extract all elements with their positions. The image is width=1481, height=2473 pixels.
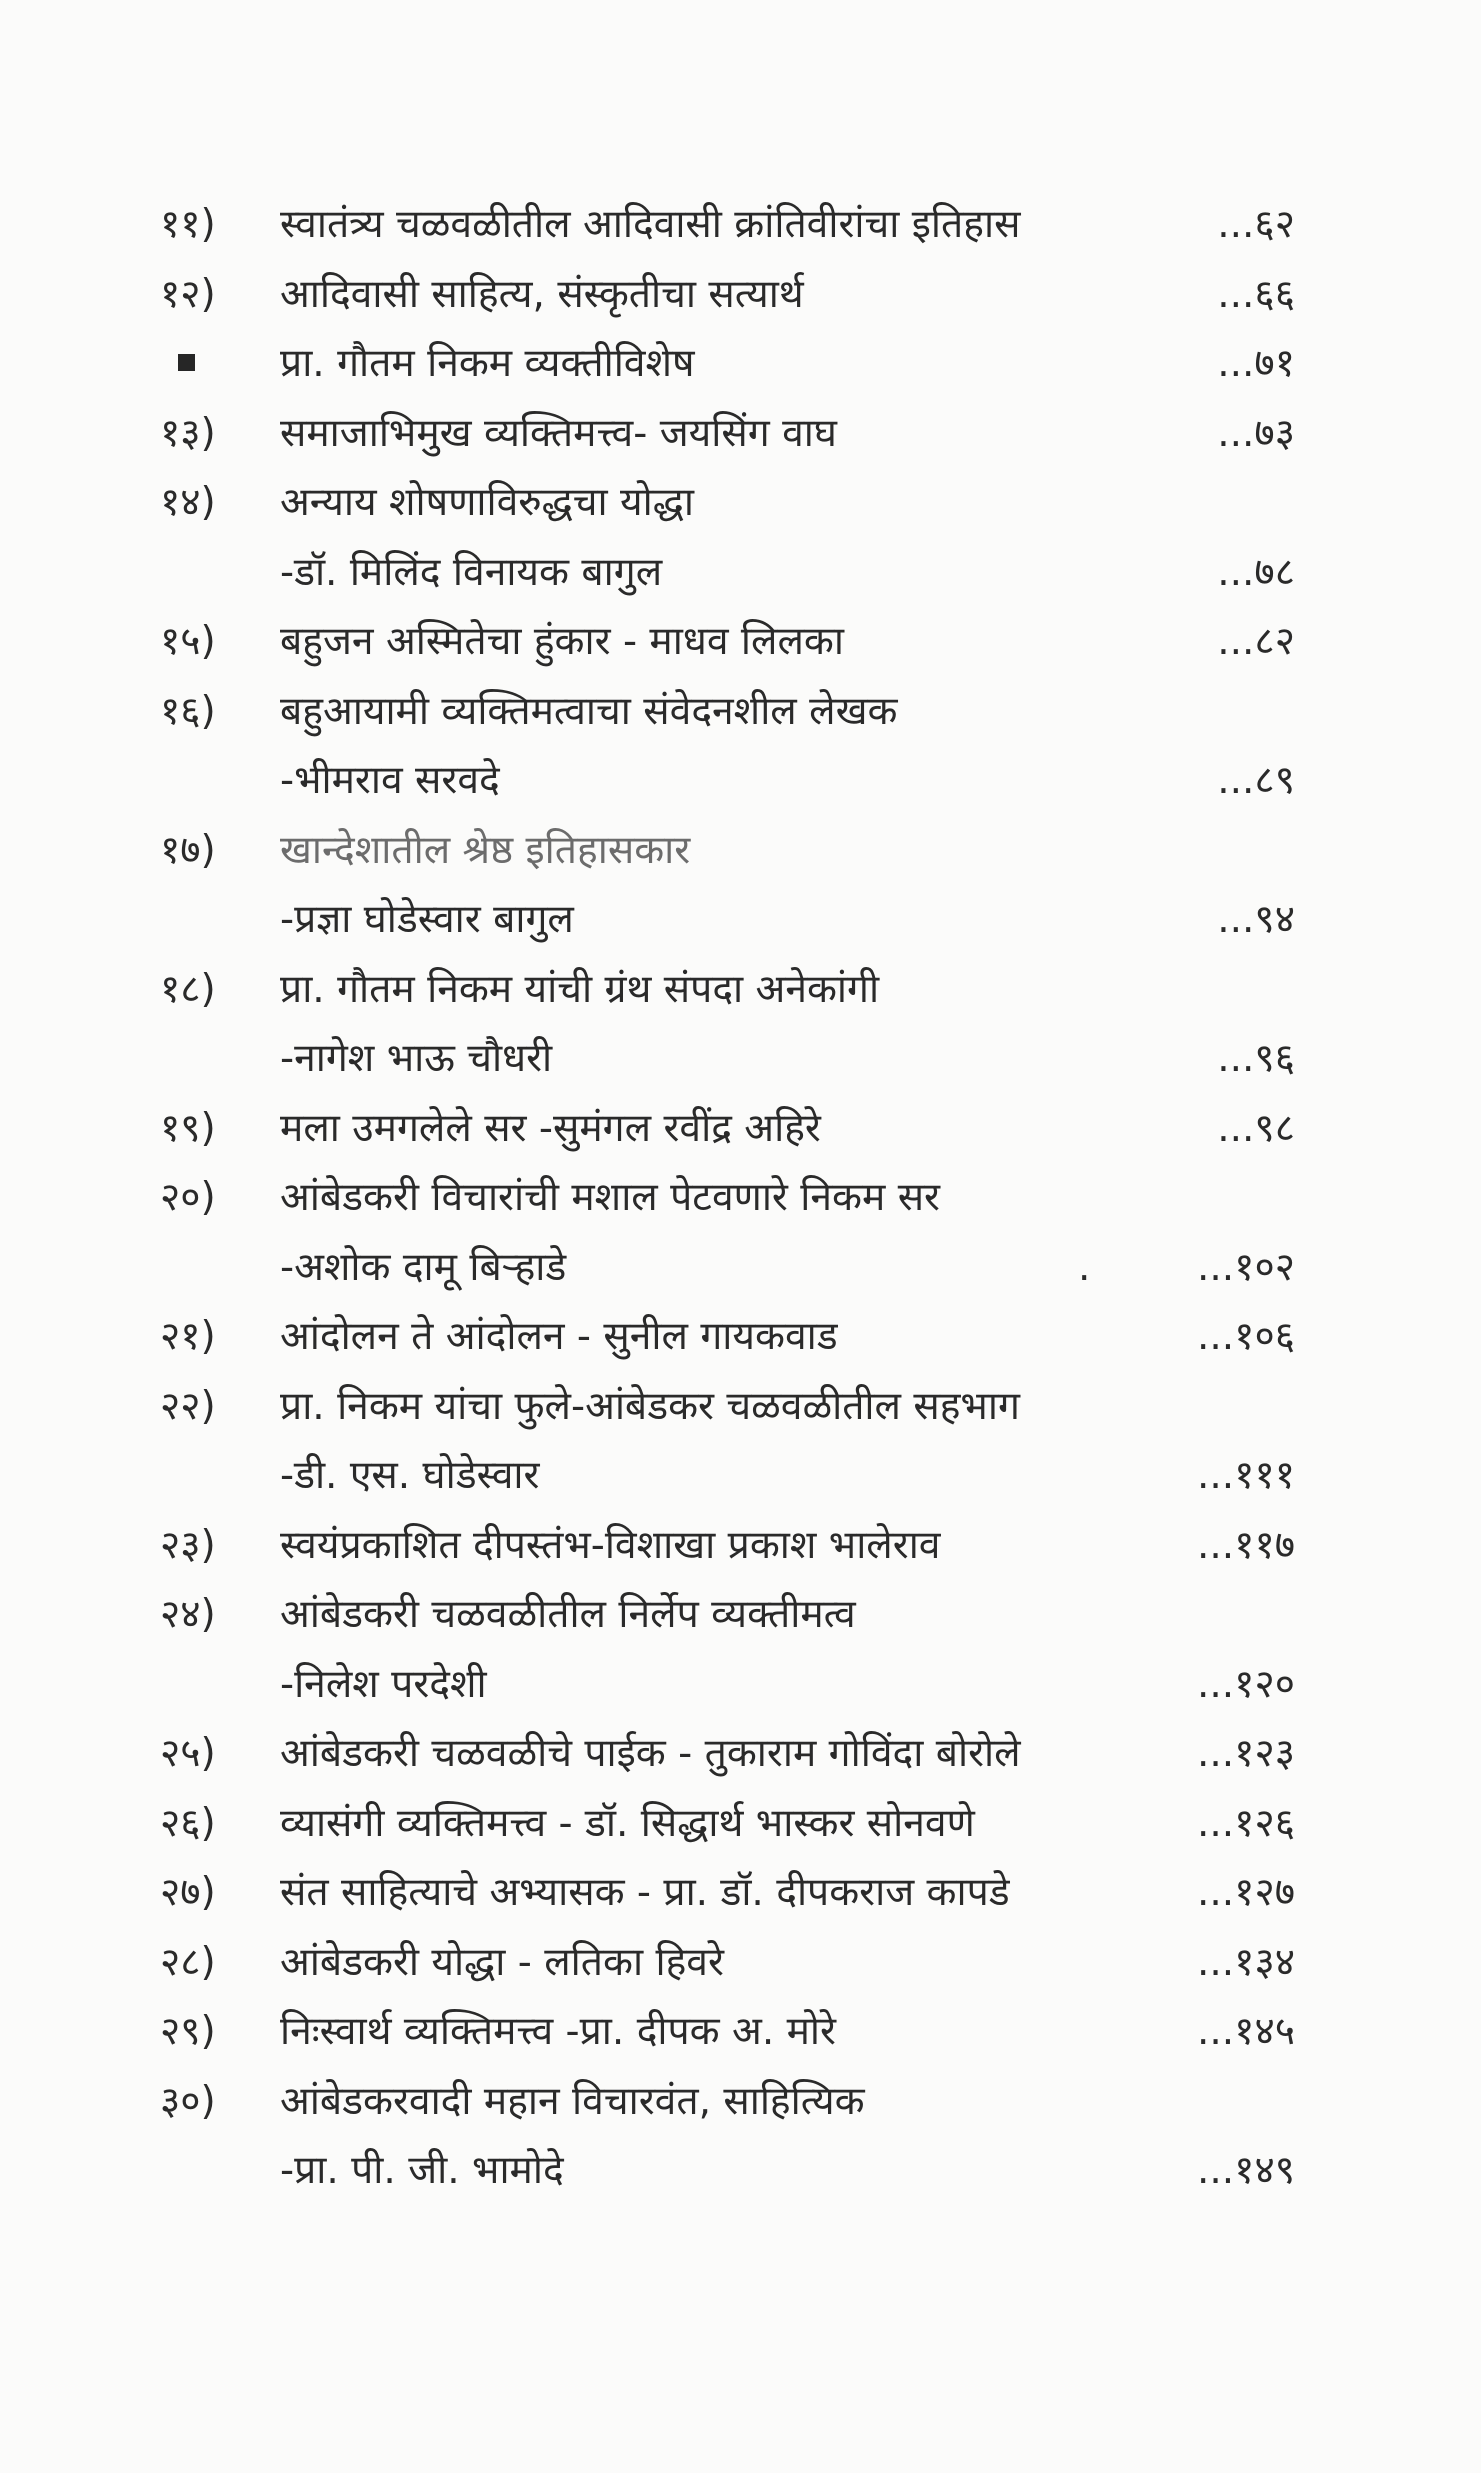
entry-title: आंबेडकरी चळवळीतील निर्लेप व्यक्तीमत्व — [280, 1592, 856, 1637]
entry-title: स्वातंत्र्य चळवळीतील आदिवासी क्रांतिवीरांचा इतिहास — [280, 202, 1021, 247]
entry-number: १६) — [160, 688, 216, 734]
entry-title: आंबेडकरी विचारांची मशाल पेटवणारे निकम सर — [280, 1175, 941, 1220]
toc-entry — [0, 955, 1481, 1025]
entry-title: व्यासंगी व्यक्तिमत्त्व - डॉ. सिद्धार्थ भास्कर सोनवणे — [280, 1800, 975, 1846]
toc-entry — [0, 816, 1481, 886]
entry-title: समाजाभिमुख व्यक्तिमत्त्व- जयसिंग वाघ — [280, 410, 837, 456]
entry-page-number: ...९६ — [1217, 1036, 1295, 1081]
entry-page-number: ...७८ — [1217, 549, 1295, 595]
toc-entry — [0, 746, 1481, 816]
toc-entry — [0, 677, 1481, 747]
entry-title: -भीमराव सरवदे — [280, 758, 500, 803]
entry-page-number: ...९८ — [1217, 1105, 1295, 1151]
square-bullet-icon — [178, 354, 195, 371]
entry-title: बहुजन अस्मितेचा हुंकार - माधव लिलका — [280, 619, 844, 664]
toc-entry — [0, 1372, 1481, 1442]
entry-title: आदिवासी साहित्य, संस्कृतीचा सत्यार्थ — [280, 271, 804, 317]
entry-title: -डी. एस. घोडेस्वार — [280, 1453, 540, 1498]
entry-title: आंबेडकरी चळवळीचे पाईक - तुकाराम गोविंदा बोरोले — [280, 1731, 1021, 1776]
entry-title: प्रा. निकम यांचा फुले-आंबेडकर चळवळीतील सहभाग — [280, 1383, 1020, 1429]
entry-page-number: ...६२ — [1217, 202, 1295, 247]
toc-entry — [0, 538, 1481, 608]
entry-page-number: ...१४५ — [1196, 2009, 1295, 2054]
toc-entry — [0, 1511, 1481, 1581]
toc-entry — [0, 2136, 1481, 2206]
entry-page-number: ...१२७ — [1196, 1870, 1295, 1915]
entry-page-number: ...१०६ — [1196, 1314, 1295, 1359]
entry-page-number: ...१२६ — [1196, 1800, 1295, 1846]
entry-title: स्वयंप्रकाशित दीपस्तंभ-विशाखा प्रकाश भालेराव — [280, 1522, 941, 1568]
entry-number: २२) — [160, 1383, 216, 1429]
entry-title: प्रा. गौतम निकम व्यक्तीविशेष — [280, 341, 695, 386]
entry-number: १२) — [160, 271, 216, 317]
entry-title: बहुआयामी व्यक्तिमत्वाचा संवेदनशील लेखक — [280, 688, 898, 734]
entry-title: निःस्वार्थ व्यक्तिमत्त्व -प्रा. दीपक अ. मोरे — [280, 2009, 836, 2054]
entry-number: २७) — [160, 1870, 216, 1915]
toc-entry — [0, 1789, 1481, 1859]
toc-entry — [0, 1094, 1481, 1164]
entry-page-number: ...१२० — [1196, 1661, 1295, 1707]
entry-page-number: ...१२३ — [1196, 1731, 1295, 1776]
entry-title: आंबेडकरवादी महान विचारवंत, साहित्यिक — [280, 2078, 865, 2124]
entry-number: २३) — [160, 1522, 216, 1568]
entry-title: प्रा. गौतम निकम यांची ग्रंथ संपदा अनेकांगी — [280, 966, 880, 1012]
entry-number: १८) — [160, 966, 216, 1012]
toc-entry — [0, 1580, 1481, 1650]
entry-number: ३०) — [160, 2078, 216, 2124]
toc-entry — [0, 1233, 1481, 1303]
toc-entry — [0, 1858, 1481, 1928]
entry-title: -नागेश भाऊ चौधरी — [280, 1036, 553, 1081]
entry-page-number: ...१११ — [1196, 1453, 1295, 1498]
toc-entry — [0, 1650, 1481, 1720]
entry-title: -डॉ. मिलिंद विनायक बागुल — [280, 549, 663, 595]
entry-page-number: ...७१ — [1217, 341, 1295, 386]
entry-page-number: ...१०२ — [1196, 1244, 1295, 1290]
toc-entry — [0, 1441, 1481, 1511]
entry-page-number: ...११७ — [1196, 1522, 1295, 1568]
toc-entry — [0, 1719, 1481, 1789]
entry-number: १४) — [160, 480, 216, 525]
toc-entry — [0, 329, 1481, 399]
entry-number: १३) — [160, 410, 216, 456]
entry-number: २८) — [160, 1939, 216, 1985]
entry-title: -प्रा. पी. जी. भामोदे — [280, 2148, 564, 2193]
entry-number: २९) — [160, 2009, 216, 2054]
table-of-contents — [0, 190, 1481, 2206]
entry-number: १५) — [160, 619, 216, 664]
entry-number: २६) — [160, 1800, 216, 1846]
entry-page-number: ...१४९ — [1196, 2148, 1295, 2193]
entry-page-number: ...७३ — [1217, 410, 1295, 456]
entry-title: मला उमगलेले सर -सुमंगल रवींद्र अहिरे — [280, 1105, 821, 1151]
entry-page-number: ...६६ — [1217, 271, 1295, 317]
entry-title: आंबेडकरी योद्धा - लतिका हिवरे — [280, 1939, 724, 1985]
entry-page-number: ...९४ — [1217, 897, 1295, 942]
entry-number: २०) — [160, 1175, 216, 1220]
toc-entry — [0, 1163, 1481, 1233]
toc-entry — [0, 1024, 1481, 1094]
entry-title: -अशोक दामू बिऱ्हाडे — [280, 1244, 567, 1290]
entry-title: -निलेश परदेशी — [280, 1661, 487, 1707]
toc-entry — [0, 1997, 1481, 2067]
entry-number: २५) — [160, 1731, 216, 1776]
toc-entry — [0, 1928, 1481, 1998]
entry-number: १७) — [160, 827, 216, 873]
entry-page-number: ...८२ — [1217, 619, 1295, 664]
entry-number: २४) — [160, 1592, 216, 1637]
stray-dot: . — [1078, 1244, 1091, 1290]
toc-entry — [0, 190, 1481, 260]
toc-entry — [0, 399, 1481, 469]
entry-number: २१) — [160, 1314, 216, 1359]
entry-title: अन्याय शोषणाविरुद्धचा योद्धा — [280, 480, 695, 525]
entry-page-number: ...१३४ — [1196, 1939, 1295, 1985]
entry-number: १९) — [160, 1105, 216, 1151]
entry-title: -प्रज्ञा घोडेस्वार बागुल — [280, 897, 574, 942]
toc-entry — [0, 1302, 1481, 1372]
toc-entry — [0, 607, 1481, 677]
toc-entry — [0, 468, 1481, 538]
toc-entry — [0, 885, 1481, 955]
entry-page-number: ...८९ — [1217, 758, 1295, 803]
entry-title: आंदोलन ते आंदोलन - सुनील गायकवाड — [280, 1314, 838, 1359]
toc-entry — [0, 260, 1481, 330]
toc-entry — [0, 2067, 1481, 2137]
entry-title: संत साहित्याचे अभ्यासक - प्रा. डॉ. दीपकराज कापडे — [280, 1870, 1010, 1915]
entry-title: खान्देशातील श्रेष्ठ इतिहासकार — [280, 827, 691, 873]
entry-number: ११) — [160, 202, 216, 247]
